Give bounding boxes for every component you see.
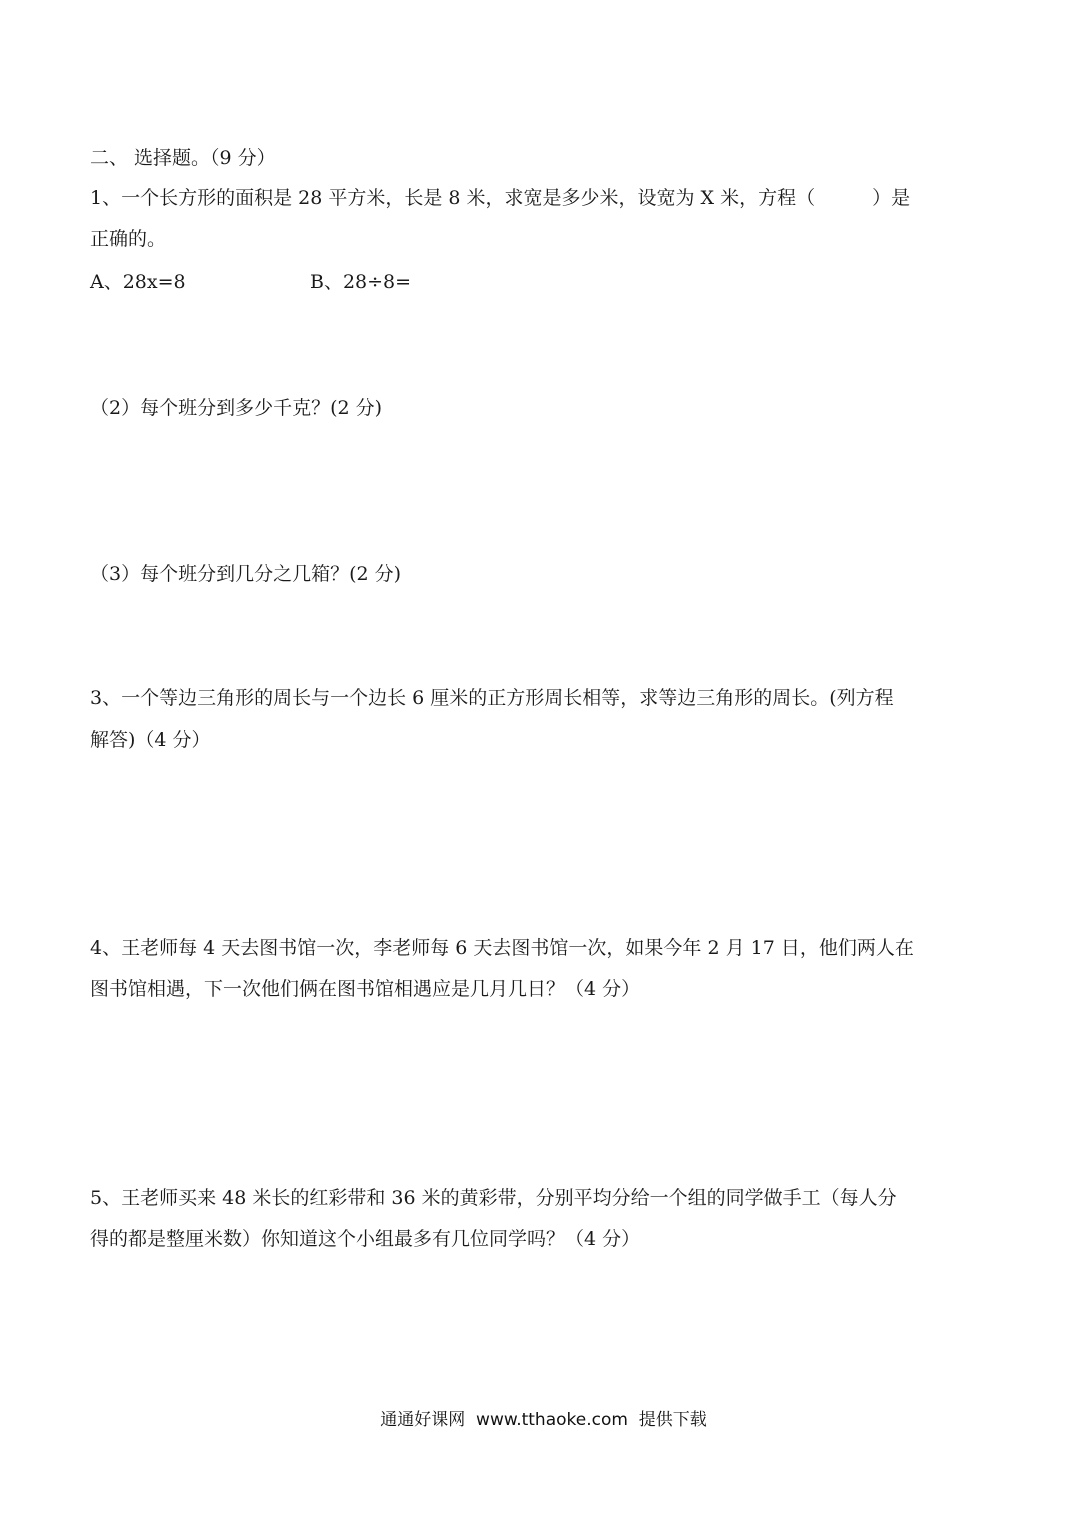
footer-credit: 通通好课网 www.tthaoke.com 提供下载 xyxy=(380,1410,707,1430)
question-1-line-2: 正确的。 xyxy=(90,228,167,250)
question-5-line-2: 得的都是整厘米数）你知道这个小组最多有几位同学吗？（4 分） xyxy=(90,1228,641,1250)
question-2-sub-3: （3）每个班分到几分之几箱？(2 分) xyxy=(90,563,402,585)
question-2-sub-2: （2）每个班分到多少千克？(2 分) xyxy=(90,397,383,419)
option-b: B、28÷8= xyxy=(310,271,412,293)
section-title: 二、 选择题。（9 分） xyxy=(90,147,276,169)
option-a: A、28x=8 xyxy=(90,271,186,293)
question-3-line-2: 解答)（4 分） xyxy=(90,729,211,751)
question-4-line-2: 图书馆相遇，下一次他们俩在图书馆相遇应是几月几日？（4 分） xyxy=(90,978,641,1000)
question-1-options xyxy=(90,270,790,298)
question-1-line-1: 1、一个长方形的面积是 28 平方米，长是 8 米，求宽是多少米，设宽为 X 米，方程（ ）是 xyxy=(90,187,911,209)
question-5-line-1: 5、王老师买来 48 米长的红彩带和 36 米的黄彩带，分别平均分给一个组的同学做手工（每人分 xyxy=(90,1187,897,1209)
question-3-line-1: 3、一个等边三角形的周长与一个边长 6 厘米的正方形周长相等，求等边三角形的周长。(列方程 xyxy=(90,687,894,709)
question-4-line-1: 4、王老师每 4 天去图书馆一次，李老师每 6 天去图书馆一次，如果今年 2 月 17 日，他们两人在 xyxy=(90,937,914,959)
